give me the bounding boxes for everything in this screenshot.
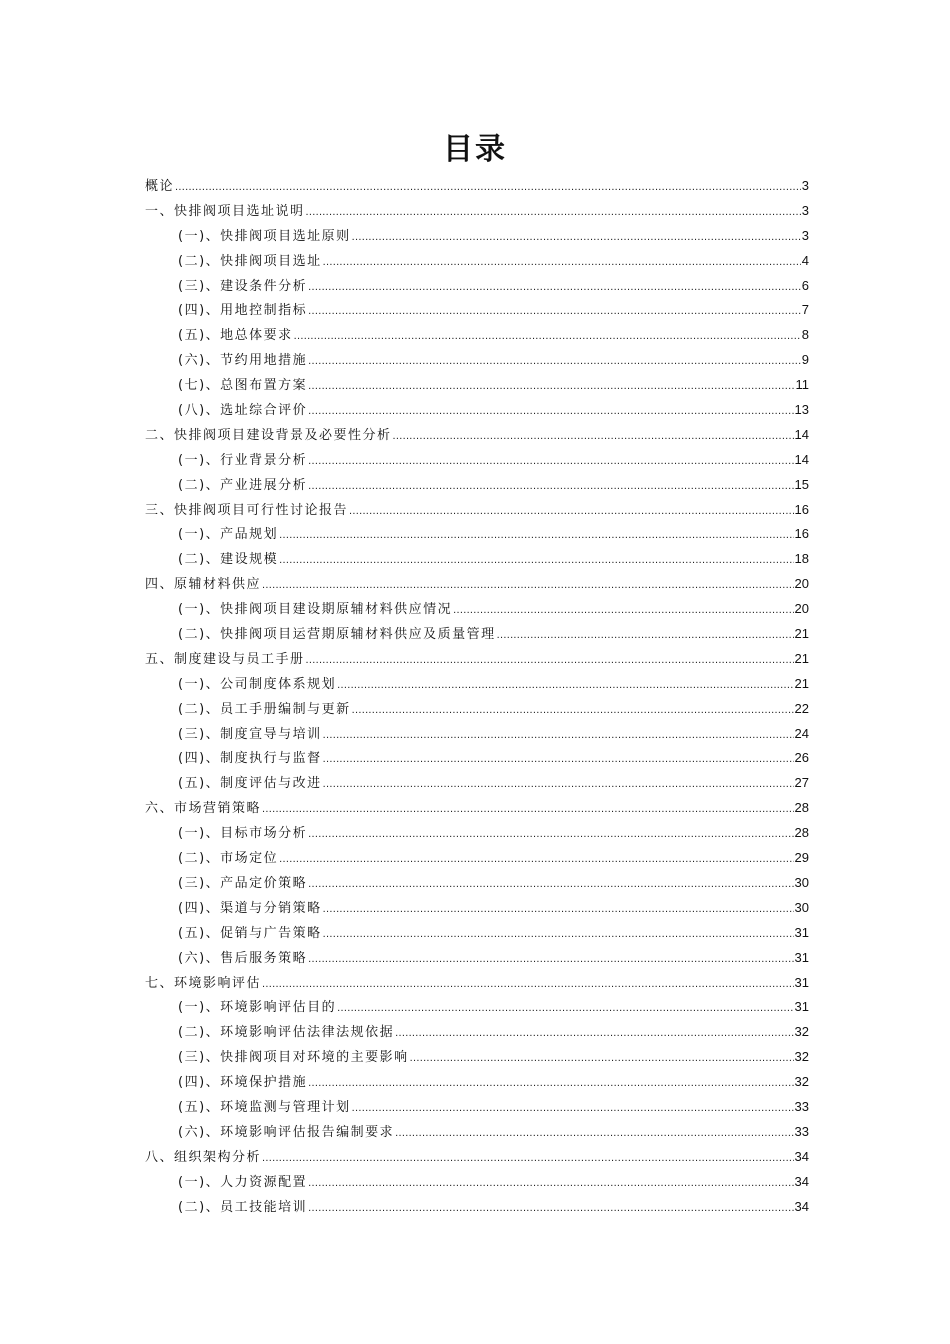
toc-entry-page-number: 14: [794, 451, 809, 467]
toc-dot-leader: [306, 648, 794, 673]
toc-entry-label: (四)、渠道与分销策略: [178, 900, 322, 916]
table-of-contents: [145, 174, 809, 1219]
toc-entry-page-number: 33: [794, 1098, 809, 1114]
toc-dot-leader: [323, 747, 794, 772]
toc-dot-leader: [395, 1021, 793, 1046]
toc-dot-leader: [410, 1046, 794, 1071]
toc-entry-label: (一)、环境影响评估目的: [178, 1000, 337, 1016]
toc-entry-label: (一)、人力资源配置: [178, 1174, 308, 1190]
toc-dot-leader: [262, 972, 794, 997]
toc-entry-page-number: 31: [794, 974, 809, 990]
toc-dot-leader: [279, 847, 793, 872]
toc-entry[interactable]: [145, 871, 809, 896]
toc-entry-page-number: 31: [794, 924, 809, 940]
toc-entry[interactable]: [145, 1070, 809, 1095]
toc-entry-label: (五)、制度评估与改进: [178, 776, 322, 792]
toc-entry[interactable]: [145, 796, 809, 821]
toc-entry-label: (二)、快排阀项目选址: [178, 253, 322, 269]
toc-entry-page-number: 32: [794, 1074, 809, 1090]
toc-entry-label: (七)、总图布置方案: [178, 378, 308, 394]
toc-entry[interactable]: [145, 821, 809, 846]
toc-dot-leader: [323, 897, 794, 922]
toc-entry[interactable]: [145, 448, 809, 473]
toc-entry[interactable]: [145, 896, 809, 921]
toc-dot-leader: [352, 698, 794, 723]
toc-entry-page-number: 7: [801, 302, 809, 318]
toc-entry[interactable]: [145, 722, 809, 747]
toc-dot-leader: [497, 623, 794, 648]
toc-entry-label: 五、制度建设与员工手册: [145, 651, 305, 667]
toc-dot-leader: [323, 250, 801, 275]
toc-entry[interactable]: [145, 1145, 809, 1170]
toc-entry[interactable]: [145, 298, 809, 323]
toc-entry-page-number: 21: [794, 675, 809, 691]
toc-entry-label: (二)、员工手册编制与更新: [178, 701, 351, 717]
toc-entry-page-number: 31: [794, 949, 809, 965]
toc-dot-leader: [175, 175, 801, 200]
toc-entry[interactable]: [145, 224, 809, 249]
toc-entry-page-number: 34: [794, 1198, 809, 1214]
toc-entry-label: 概论: [145, 179, 175, 194]
toc-entry-page-number: 34: [794, 1148, 809, 1164]
toc-entry-label: (五)、地总体要求: [178, 328, 293, 344]
toc-entry-label: (二)、员工技能培训: [178, 1199, 308, 1215]
toc-entry-label: (八)、选址综合评价: [178, 403, 308, 419]
toc-dot-leader: [262, 797, 794, 822]
toc-entry[interactable]: [145, 522, 809, 547]
toc-entry-label: 三、快排阀项目可行性讨论报告: [145, 502, 349, 518]
toc-entry-page-number: 30: [794, 899, 809, 915]
toc-entry-page-number: 32: [794, 1024, 809, 1040]
toc-entry-page-number: 20: [794, 576, 809, 592]
toc-dot-leader: [308, 349, 801, 374]
toc-entry[interactable]: [145, 323, 809, 348]
toc-entry-label: (二)、产业进展分析: [178, 477, 308, 493]
toc-entry-label: (二)、市场定位: [178, 851, 279, 867]
toc-entry[interactable]: [145, 771, 809, 796]
toc-entry-label: (一)、行业背景分析: [178, 452, 308, 468]
toc-entry-label: 六、市场营销策略: [145, 801, 262, 817]
toc-entry-page-number: 28: [794, 825, 809, 841]
toc-entry-label: 七、环境影响评估: [145, 975, 262, 991]
toc-dot-leader: [308, 822, 793, 847]
toc-dot-leader: [308, 399, 793, 424]
toc-entry-page-number: 3: [801, 178, 809, 193]
toc-entry[interactable]: [145, 398, 809, 423]
toc-entry[interactable]: [145, 622, 809, 647]
toc-entry-label: (三)、建设条件分析: [178, 278, 308, 294]
toc-entry[interactable]: [145, 921, 809, 946]
toc-dot-leader: [323, 772, 794, 797]
toc-entry-page-number: 9: [801, 352, 809, 368]
toc-entry-label: 一、快排阀项目选址说明: [145, 203, 305, 219]
toc-entry-label: (六)、环境影响评估报告编制要求: [178, 1124, 395, 1140]
toc-dot-leader: [306, 200, 801, 225]
toc-dot-leader: [337, 996, 793, 1021]
toc-entry-page-number: 27: [794, 775, 809, 791]
toc-entry[interactable]: [145, 174, 809, 199]
toc-entry[interactable]: [145, 697, 809, 722]
toc-entry-page-number: 29: [794, 850, 809, 866]
toc-entry-page-number: 21: [794, 626, 809, 642]
toc-entry-page-number: 28: [794, 800, 809, 816]
toc-dot-leader: [308, 1171, 793, 1196]
toc-dot-leader: [393, 424, 794, 449]
toc-dot-leader: [308, 947, 793, 972]
toc-entry-page-number: 14: [794, 426, 809, 442]
toc-entry[interactable]: [145, 672, 809, 697]
toc-entry-page-number: 32: [794, 1049, 809, 1065]
toc-entry-page-number: 16: [794, 501, 809, 517]
toc-entry-label: (一)、公司制度体系规划: [178, 676, 337, 692]
toc-entry-label: (二)、建设规模: [178, 552, 279, 568]
toc-entry-label: 八、组织架构分析: [145, 1149, 262, 1165]
toc-dot-leader: [308, 474, 793, 499]
toc-entry-label: (二)、快排阀项目运营期原辅材料供应及质量管理: [178, 627, 496, 643]
toc-entry-page-number: 11: [795, 377, 809, 393]
toc-entry[interactable]: [145, 498, 809, 523]
toc-entry-page-number: 8: [801, 327, 809, 343]
toc-entry-label: (三)、快排阀项目对环境的主要影响: [178, 1050, 409, 1066]
toc-dot-leader: [323, 723, 794, 748]
toc-entry[interactable]: [145, 971, 809, 996]
toc-entry[interactable]: [145, 572, 809, 597]
toc-entry-label: (三)、制度宣导与培训: [178, 726, 322, 742]
toc-dot-leader: [294, 324, 801, 349]
toc-dot-leader: [308, 374, 794, 399]
toc-dot-leader: [308, 1071, 793, 1096]
toc-entry[interactable]: [145, 1120, 809, 1145]
toc-entry[interactable]: [145, 199, 809, 224]
toc-dot-leader: [308, 449, 793, 474]
toc-entry-page-number: 15: [794, 476, 809, 492]
toc-entry[interactable]: [145, 846, 809, 871]
toc-entry-page-number: 26: [794, 750, 809, 766]
toc-entry-label: (六)、节约用地措施: [178, 353, 308, 369]
toc-entry-page-number: 4: [801, 252, 809, 268]
toc-dot-leader: [308, 872, 793, 897]
toc-entry-page-number: 30: [794, 874, 809, 890]
toc-entry-label: (三)、产品定价策略: [178, 875, 308, 891]
toc-entry[interactable]: [145, 1045, 809, 1070]
toc-entry[interactable]: [145, 547, 809, 572]
toc-dot-leader: [308, 1196, 793, 1221]
toc-entry-page-number: 6: [801, 277, 809, 293]
toc-entry-label: 四、原辅材料供应: [145, 577, 262, 593]
toc-dot-leader: [352, 1096, 794, 1121]
toc-entry-page-number: 18: [794, 551, 809, 567]
toc-entry[interactable]: [145, 597, 809, 622]
toc-entry-label: (五)、环境监测与管理计划: [178, 1099, 351, 1115]
toc-dot-leader: [308, 275, 801, 300]
toc-entry-label: (六)、售后服务策略: [178, 950, 308, 966]
toc-dot-leader: [453, 598, 793, 623]
toc-dot-leader: [279, 523, 793, 548]
toc-dot-leader: [279, 548, 793, 573]
toc-dot-leader: [308, 299, 801, 324]
toc-entry-page-number: 3: [801, 202, 809, 218]
toc-entry-label: (四)、环境保护措施: [178, 1075, 308, 1091]
toc-entry-label: 二、快排阀项目建设背景及必要性分析: [145, 427, 392, 443]
toc-entry-page-number: 20: [794, 601, 809, 617]
toc-entry-label: (四)、用地控制指标: [178, 303, 308, 319]
toc-entry[interactable]: [145, 647, 809, 672]
toc-entry[interactable]: [145, 1020, 809, 1045]
toc-entry-page-number: 13: [794, 402, 809, 418]
toc-entry-page-number: 33: [794, 1123, 809, 1139]
toc-entry-page-number: 16: [794, 526, 809, 542]
toc-entry[interactable]: [145, 473, 809, 498]
toc-entry-label: (五)、促销与广告策略: [178, 925, 322, 941]
toc-entry-page-number: 34: [794, 1173, 809, 1189]
toc-entry-page-number: 22: [794, 700, 809, 716]
toc-entry-page-number: 3: [801, 227, 809, 243]
toc-dot-leader: [352, 225, 801, 250]
toc-entry[interactable]: [145, 1095, 809, 1120]
toc-entry[interactable]: [145, 249, 809, 274]
toc-entry[interactable]: [145, 995, 809, 1020]
toc-entry[interactable]: [145, 946, 809, 971]
toc-entry[interactable]: [145, 348, 809, 373]
toc-entry-label: (一)、快排阀项目选址原则: [178, 228, 351, 244]
toc-dot-leader: [262, 1146, 794, 1171]
toc-dot-leader: [323, 922, 794, 947]
toc-entry[interactable]: [145, 746, 809, 771]
toc-entry[interactable]: [145, 423, 809, 448]
page-title: 目录: [443, 132, 507, 167]
toc-entry-label: (二)、环境影响评估法律法规依据: [178, 1025, 395, 1041]
toc-entry-label: (一)、快排阀项目建设期原辅材料供应情况: [178, 602, 453, 618]
toc-dot-leader: [337, 673, 793, 698]
toc-entry-page-number: 21: [794, 650, 809, 666]
toc-entry-page-number: 24: [794, 725, 809, 741]
toc-dot-leader: [262, 573, 794, 598]
toc-dot-leader: [349, 499, 794, 524]
toc-entry[interactable]: [145, 1195, 809, 1220]
toc-entry-label: (一)、产品规划: [178, 527, 279, 543]
toc-entry-label: (四)、制度执行与监督: [178, 751, 322, 767]
toc-entry[interactable]: [145, 373, 809, 398]
toc-entry[interactable]: [145, 274, 809, 299]
toc-entry-page-number: 31: [794, 999, 809, 1015]
toc-dot-leader: [395, 1121, 793, 1146]
toc-entry-label: (一)、目标市场分析: [178, 826, 308, 842]
toc-entry[interactable]: [145, 1170, 809, 1195]
